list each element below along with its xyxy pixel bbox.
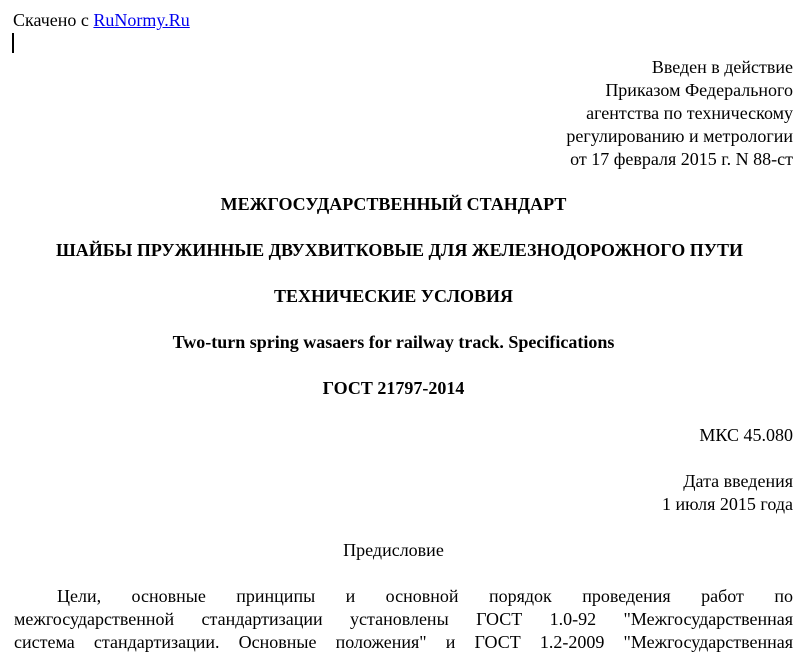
source-line <box>13 9 190 31</box>
gost-number: ГОСТ 21797-2014 <box>322 378 465 398</box>
main-title: ШАЙБЫ ПРУЖИННЫЕ ДВУХВИТКОВЫЕ ДЛЯ ЖЕЛЕЗНОДОРОЖНОГО ПУТИ <box>56 240 743 260</box>
effective-date-label: Дата введения <box>683 471 793 491</box>
mks-code: МКС 45.080 <box>699 425 793 445</box>
intro-line-3: агентства по техническому <box>586 103 793 123</box>
preface-line-1 <box>57 585 793 607</box>
text-cursor <box>12 33 14 53</box>
preface-text-3: система стандартизации. Основные положения" и ГОСТ 1.2-2009 "Межгосударственная <box>14 632 793 652</box>
standard-type-title: МЕЖГОСУДАРСТВЕННЫЙ СТАНДАРТ <box>220 194 567 214</box>
english-title: Two-turn spring wasaers for railway track. Specifications <box>172 332 615 352</box>
preface-heading: Предисловие <box>343 540 444 560</box>
preface-text-2: межгосударственной стандартизации установлены ГОСТ 1.0-92 "Межгосударственная <box>14 609 793 629</box>
intro-line-4: регулированию и метрологии <box>566 126 793 146</box>
intro-line-5: от 17 февраля 2015 г. N 88-ст <box>570 149 793 169</box>
intro-line-2: Приказом Федерального <box>605 80 793 100</box>
subtitle: ТЕХНИЧЕСКИЕ УСЛОВИЯ <box>274 286 513 306</box>
runormy-link[interactable]: RuNormy.Ru <box>93 10 190 30</box>
preface-text-1: Цели, основные принципы и основной порядок проведения работ по <box>57 586 793 606</box>
intro-line-1: Введен в действие <box>651 57 793 77</box>
preface-line-2 <box>14 608 793 630</box>
effective-date-value: 1 июля 2015 года <box>662 494 793 514</box>
source-prefix: Скачено с <box>13 10 89 30</box>
